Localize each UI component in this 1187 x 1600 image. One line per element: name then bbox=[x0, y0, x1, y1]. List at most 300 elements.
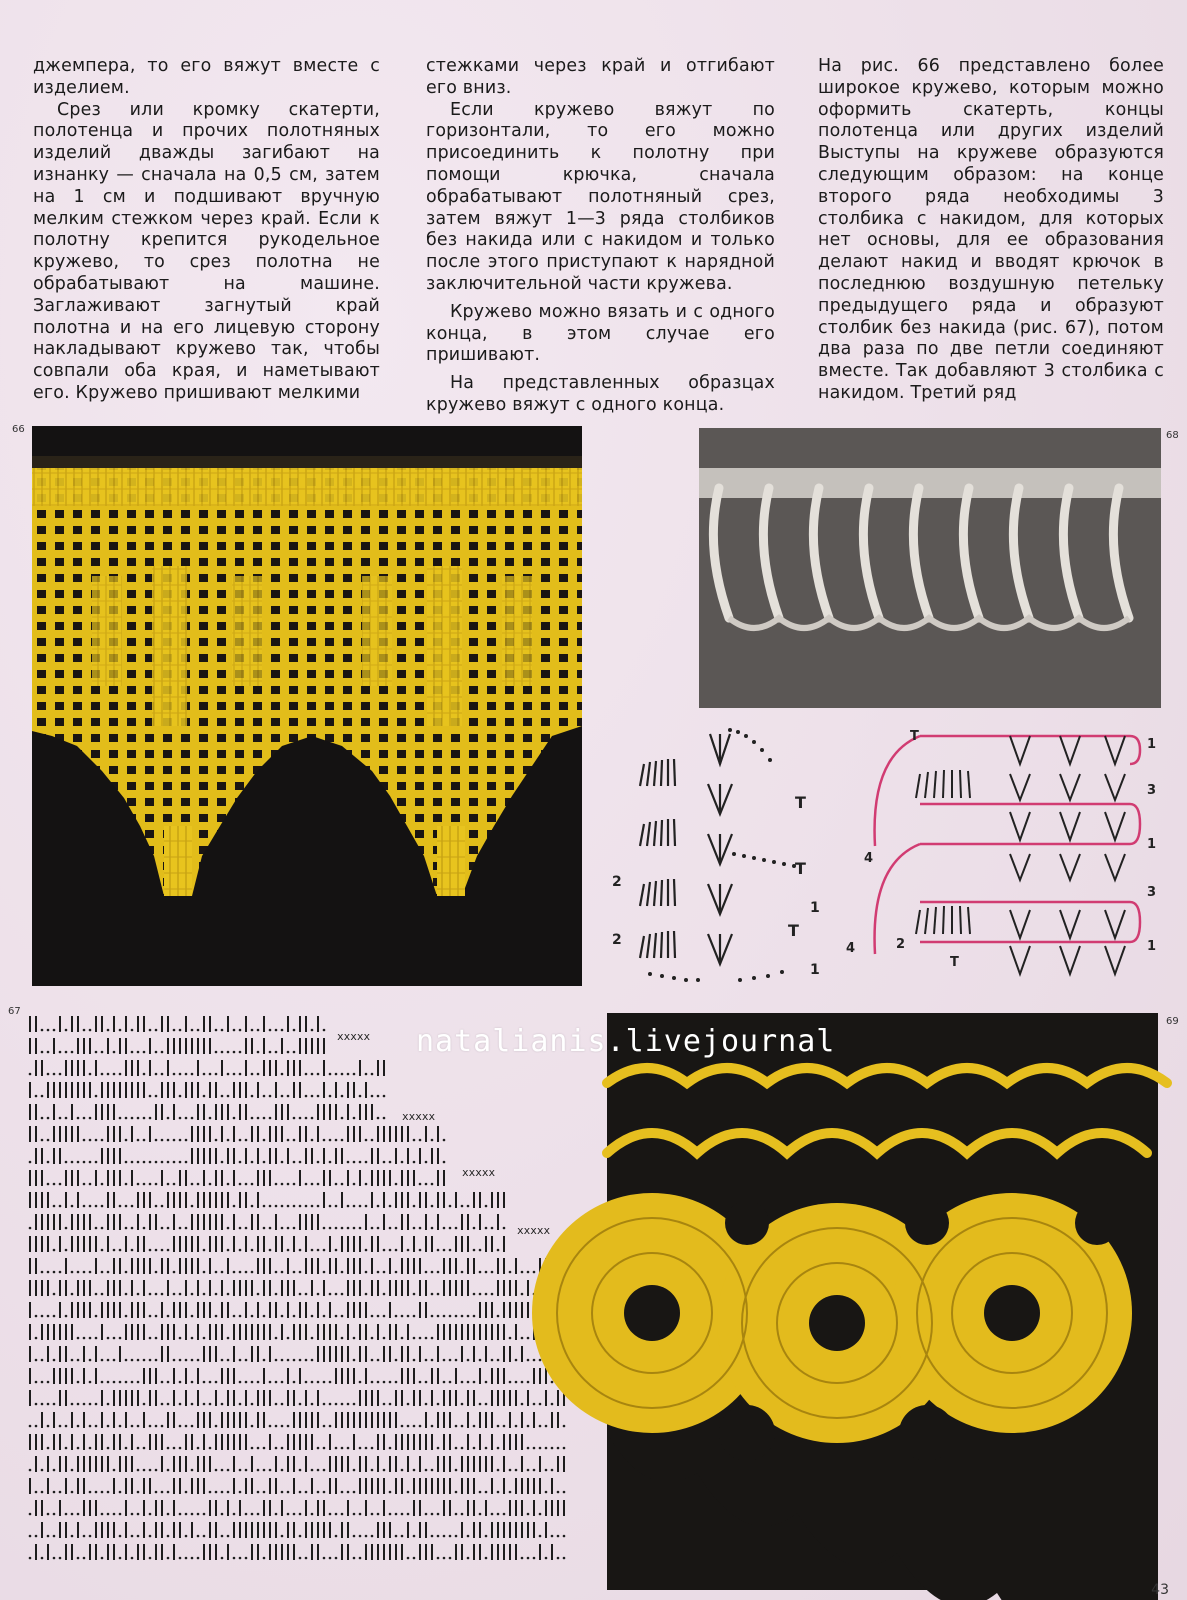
chart-chain bbox=[65, 1051, 68, 1054]
paragraph: На рис. 66 представлено более широкое кружево, которым можно оформить скатерть, концы полотенца или других изделий Выступы на кружеве образуются следующим образом: на конце второго ряда необходимы 3 столбика с накидом, для которых нет основы, для ее образования делают накид и вводят крючок в последнюю воздушную петельку предыдущего ряда и образуют столбик без накида (рис. 67), потом два раза по две петли соединяют вместе. Так добавляют 3 столбика с накидом. Третий ряд bbox=[818, 56, 1164, 403]
chart-chain bbox=[59, 1205, 62, 1208]
chart-chain bbox=[437, 1403, 440, 1406]
chart-chain bbox=[35, 1095, 38, 1098]
chart-chain bbox=[371, 1315, 374, 1318]
chart-chain bbox=[53, 1469, 56, 1472]
chart-chain bbox=[251, 1161, 254, 1164]
chart-chain bbox=[329, 1161, 332, 1164]
chart-chain bbox=[191, 1205, 194, 1208]
chart-chain bbox=[371, 1381, 374, 1384]
chart-chain bbox=[347, 1073, 350, 1076]
chart-chain bbox=[329, 1139, 332, 1142]
paragraph: джемпера, то его вяжут вместе с изделием. bbox=[33, 56, 380, 98]
chart-chain bbox=[107, 1491, 110, 1494]
chart-chain bbox=[485, 1557, 488, 1560]
chart-chain bbox=[29, 1469, 32, 1472]
chart-chain bbox=[431, 1535, 434, 1538]
chart-chain bbox=[215, 1491, 218, 1494]
chart-chain bbox=[347, 1403, 350, 1406]
chart-chain bbox=[545, 1447, 548, 1450]
chart-chain bbox=[299, 1293, 302, 1296]
chart-chain bbox=[413, 1359, 416, 1362]
chart-chain bbox=[35, 1403, 38, 1406]
chart-mark: xxxxx bbox=[517, 1224, 551, 1237]
chart-chain bbox=[179, 1095, 182, 1098]
chart-chain bbox=[293, 1117, 296, 1120]
chart-chain bbox=[209, 1447, 212, 1450]
chart-chain bbox=[473, 1447, 476, 1450]
chart-chain bbox=[137, 1425, 140, 1428]
chart-chain bbox=[269, 1051, 272, 1054]
chart-chain bbox=[419, 1381, 422, 1384]
chart-chain bbox=[401, 1469, 404, 1472]
chart-chain bbox=[71, 1403, 74, 1406]
chart-chain bbox=[521, 1381, 524, 1384]
chart-chain bbox=[341, 1403, 344, 1406]
chart-chain bbox=[335, 1557, 338, 1560]
chart-chain bbox=[191, 1557, 194, 1560]
chart-chain bbox=[161, 1403, 164, 1406]
chart-chain bbox=[107, 1425, 110, 1428]
chart-chain bbox=[425, 1337, 428, 1340]
chart-chain bbox=[281, 1359, 284, 1362]
chart-chain bbox=[509, 1381, 512, 1384]
chart-chain bbox=[389, 1227, 392, 1230]
chart-chain bbox=[71, 1359, 74, 1362]
chart-chain bbox=[239, 1403, 242, 1406]
chart-chain bbox=[521, 1557, 524, 1560]
chart-chain bbox=[341, 1139, 344, 1142]
chart-chain bbox=[191, 1337, 194, 1340]
chart-chain bbox=[137, 1535, 140, 1538]
chart-chain bbox=[263, 1469, 266, 1472]
chart-chain bbox=[119, 1381, 122, 1384]
chart-chain bbox=[83, 1183, 86, 1186]
chart-chain bbox=[281, 1161, 284, 1164]
chart-chain bbox=[353, 1227, 356, 1230]
chart-chain bbox=[383, 1337, 386, 1340]
chart-chain bbox=[329, 1095, 332, 1098]
chart-chain bbox=[551, 1381, 554, 1384]
chart-chain bbox=[317, 1205, 320, 1208]
chart-chain bbox=[89, 1271, 92, 1274]
chart-chain bbox=[155, 1249, 158, 1252]
chart-chain bbox=[53, 1513, 56, 1516]
chart-chain bbox=[305, 1557, 308, 1560]
chart-chain bbox=[347, 1161, 350, 1164]
chart-chain bbox=[365, 1293, 368, 1296]
chart-chain bbox=[251, 1073, 254, 1076]
chart-chain bbox=[425, 1183, 428, 1186]
chart-chain bbox=[41, 1315, 44, 1318]
chart-chain bbox=[461, 1425, 464, 1428]
chart-chain bbox=[107, 1403, 110, 1406]
chart-chain bbox=[383, 1249, 386, 1252]
chart-chain bbox=[323, 1447, 326, 1450]
chart-chain bbox=[257, 1469, 260, 1472]
chart-chain bbox=[113, 1359, 116, 1362]
chart-chain bbox=[47, 1425, 50, 1428]
chart-chain bbox=[467, 1205, 470, 1208]
chart-chain bbox=[137, 1359, 140, 1362]
chart-chain bbox=[521, 1403, 524, 1406]
chart-chain bbox=[179, 1359, 182, 1362]
chart-chain bbox=[449, 1359, 452, 1362]
crochet-diagram-right bbox=[846, 724, 1167, 996]
chart-chain bbox=[53, 1183, 56, 1186]
diagram-left-svg bbox=[612, 724, 830, 996]
chart-chain bbox=[413, 1315, 416, 1318]
chart-chain bbox=[65, 1447, 68, 1450]
chart-chain bbox=[59, 1073, 62, 1076]
chart-chain bbox=[413, 1227, 416, 1230]
text-column-1 bbox=[33, 56, 380, 405]
chart-chain bbox=[383, 1117, 386, 1120]
chart-chain bbox=[347, 1227, 350, 1230]
chart-chain bbox=[53, 1029, 56, 1032]
chart-chain bbox=[95, 1095, 98, 1098]
chart-chain bbox=[245, 1513, 248, 1516]
chart-chain bbox=[275, 1293, 278, 1296]
chart-chain bbox=[257, 1513, 260, 1516]
chart-chain bbox=[413, 1161, 416, 1164]
chart-chain bbox=[179, 1513, 182, 1516]
chart-chain bbox=[35, 1535, 38, 1538]
chart-chain bbox=[131, 1029, 134, 1032]
chart-chain bbox=[197, 1029, 200, 1032]
chart-chain bbox=[401, 1513, 404, 1516]
chart-chain bbox=[347, 1205, 350, 1208]
chart-chain bbox=[143, 1359, 146, 1362]
chart-chain bbox=[497, 1359, 500, 1362]
crochet-diagram-left bbox=[612, 724, 830, 996]
chart-chain bbox=[179, 1403, 182, 1406]
chart-chain bbox=[293, 1315, 296, 1318]
chart-chain bbox=[119, 1117, 122, 1120]
chart-chain bbox=[71, 1051, 74, 1054]
chart-chain bbox=[533, 1403, 536, 1406]
chart-chain bbox=[41, 1095, 44, 1098]
chart-chain bbox=[101, 1491, 104, 1494]
chart-chain bbox=[161, 1073, 164, 1076]
chart-chain bbox=[497, 1513, 500, 1516]
chart-chain bbox=[335, 1535, 338, 1538]
chart-chain bbox=[539, 1513, 542, 1516]
chart-chain bbox=[449, 1381, 452, 1384]
chart-chain bbox=[89, 1139, 92, 1142]
chart-chain bbox=[143, 1117, 146, 1120]
chart-chain bbox=[215, 1271, 218, 1274]
chart-chain bbox=[353, 1073, 356, 1076]
chart-chain bbox=[89, 1073, 92, 1076]
chart-chain bbox=[77, 1161, 80, 1164]
chart-chain bbox=[143, 1469, 146, 1472]
chart-chain bbox=[389, 1403, 392, 1406]
chart-chain bbox=[425, 1403, 428, 1406]
chart-chain bbox=[197, 1535, 200, 1538]
chart-chain bbox=[329, 1205, 332, 1208]
chart-chain bbox=[359, 1227, 362, 1230]
chart-chain bbox=[515, 1381, 518, 1384]
chart-chain bbox=[131, 1117, 134, 1120]
chart-chain bbox=[101, 1051, 104, 1054]
chart-chain bbox=[203, 1535, 206, 1538]
chart-chain bbox=[209, 1381, 212, 1384]
chart-chain bbox=[239, 1051, 242, 1054]
chart-chain bbox=[485, 1205, 488, 1208]
chart-chain bbox=[281, 1095, 284, 1098]
chart-chain bbox=[383, 1161, 386, 1164]
chart-chain bbox=[89, 1337, 92, 1340]
chart-chain bbox=[185, 1535, 188, 1538]
chart-chain bbox=[305, 1359, 308, 1362]
chart-chain bbox=[233, 1205, 236, 1208]
chart-chain bbox=[107, 1271, 110, 1274]
chart-chain bbox=[551, 1403, 554, 1406]
chart-chain bbox=[125, 1293, 128, 1296]
chart-chain bbox=[185, 1073, 188, 1076]
chart-chain bbox=[317, 1293, 320, 1296]
chart-chain bbox=[215, 1051, 218, 1054]
chart-chain bbox=[359, 1095, 362, 1098]
chart-chain bbox=[35, 1337, 38, 1340]
chart-chain bbox=[101, 1271, 104, 1274]
chart-chain bbox=[41, 1381, 44, 1384]
chart-chain bbox=[143, 1447, 146, 1450]
chart-chain bbox=[407, 1491, 410, 1494]
chart-chain bbox=[365, 1205, 368, 1208]
chart-chain bbox=[137, 1161, 140, 1164]
chart-chain bbox=[131, 1161, 134, 1164]
chart-chain bbox=[281, 1491, 284, 1494]
chart-chain bbox=[239, 1359, 242, 1362]
chart-chain bbox=[41, 1029, 44, 1032]
chart-chain bbox=[269, 1117, 272, 1120]
chart-chain bbox=[149, 1557, 152, 1560]
paragraph: На представленных образцах кружево вяжут с одного конца. bbox=[426, 373, 775, 415]
chart-chain bbox=[431, 1425, 434, 1428]
chart-chain bbox=[287, 1425, 290, 1428]
chart-chain bbox=[131, 1051, 134, 1054]
chart-chain bbox=[281, 1029, 284, 1032]
chart-chain bbox=[89, 1425, 92, 1428]
chart-chain bbox=[473, 1293, 476, 1296]
chart-chain bbox=[113, 1381, 116, 1384]
chart-chain bbox=[167, 1557, 170, 1560]
chart-chain bbox=[53, 1073, 56, 1076]
chart-chain bbox=[257, 1447, 260, 1450]
chart-chain bbox=[269, 1469, 272, 1472]
chart-chain bbox=[167, 1513, 170, 1516]
chart-chain bbox=[389, 1513, 392, 1516]
chart-chain bbox=[137, 1139, 140, 1142]
chart-chain bbox=[113, 1073, 116, 1076]
chart-chain bbox=[491, 1271, 494, 1274]
chart-chain bbox=[77, 1403, 80, 1406]
chart-chain bbox=[53, 1403, 56, 1406]
chart-chain bbox=[407, 1425, 410, 1428]
stitch-mark: T bbox=[910, 729, 919, 744]
chart-chain bbox=[167, 1381, 170, 1384]
chart-chain bbox=[83, 1161, 86, 1164]
chart-chain bbox=[113, 1249, 116, 1252]
chart-chain bbox=[227, 1183, 230, 1186]
chart-chain bbox=[395, 1535, 398, 1538]
chart-chain bbox=[437, 1513, 440, 1516]
chart-chain bbox=[305, 1117, 308, 1120]
chart-chain bbox=[173, 1271, 176, 1274]
chart-chain bbox=[365, 1183, 368, 1186]
chart-chain bbox=[527, 1425, 530, 1428]
chart-chain bbox=[521, 1293, 524, 1296]
chart-chain bbox=[239, 1183, 242, 1186]
chart-chain bbox=[47, 1271, 50, 1274]
chart-chain bbox=[251, 1271, 254, 1274]
chart-chain bbox=[443, 1227, 446, 1230]
chart-chain bbox=[167, 1469, 170, 1472]
chart-chain bbox=[173, 1183, 176, 1186]
chart-chain bbox=[227, 1491, 230, 1494]
chart-chain bbox=[239, 1161, 242, 1164]
chart-chain bbox=[149, 1469, 152, 1472]
chart-chain bbox=[125, 1381, 128, 1384]
chart-chain bbox=[119, 1205, 122, 1208]
chart-chain bbox=[125, 1117, 128, 1120]
chart-chain bbox=[557, 1535, 560, 1538]
chart-chain bbox=[209, 1491, 212, 1494]
chart-chain bbox=[353, 1161, 356, 1164]
chart-chain bbox=[95, 1315, 98, 1318]
chart-chain bbox=[431, 1139, 434, 1142]
chart-chain bbox=[179, 1381, 182, 1384]
chart-chain bbox=[335, 1227, 338, 1230]
chart-chain bbox=[449, 1227, 452, 1230]
chart-chain bbox=[467, 1535, 470, 1538]
chart-chain bbox=[257, 1117, 260, 1120]
chart-chain bbox=[221, 1051, 224, 1054]
chart-chain bbox=[83, 1139, 86, 1142]
chart-chain bbox=[329, 1073, 332, 1076]
chart-chain bbox=[377, 1205, 380, 1208]
chart-chain bbox=[65, 1425, 68, 1428]
chart-chain bbox=[233, 1051, 236, 1054]
chart-chain bbox=[95, 1051, 98, 1054]
chart-chain bbox=[263, 1557, 266, 1560]
chart-chain bbox=[293, 1139, 296, 1142]
chart-chain bbox=[473, 1227, 476, 1230]
chart-chain bbox=[365, 1073, 368, 1076]
chart-chain bbox=[185, 1139, 188, 1142]
text-column-2 bbox=[426, 56, 775, 417]
chart-chain bbox=[239, 1491, 242, 1494]
chart-chain bbox=[155, 1051, 158, 1054]
chart-chain bbox=[479, 1293, 482, 1296]
chart-chain bbox=[137, 1117, 140, 1120]
chart-chain bbox=[293, 1161, 296, 1164]
chart-chain bbox=[389, 1249, 392, 1252]
stitch-mark: T bbox=[950, 955, 959, 970]
chart-chain bbox=[395, 1381, 398, 1384]
chart-chain bbox=[251, 1403, 254, 1406]
chart-chain bbox=[137, 1183, 140, 1186]
chart-chain bbox=[311, 1095, 314, 1098]
chart-chain bbox=[161, 1051, 164, 1054]
chart-chain bbox=[143, 1139, 146, 1142]
chart-chain bbox=[377, 1513, 380, 1516]
chart-chain bbox=[455, 1315, 458, 1318]
chart-chain bbox=[479, 1491, 482, 1494]
chart-chain bbox=[353, 1205, 356, 1208]
white-lace-image bbox=[699, 428, 1161, 708]
chart-chain bbox=[359, 1513, 362, 1516]
chart-chain bbox=[329, 1403, 332, 1406]
chart-chain bbox=[89, 1381, 92, 1384]
chart-chain bbox=[251, 1205, 254, 1208]
chart-chain bbox=[425, 1513, 428, 1516]
chart-chain bbox=[263, 1095, 266, 1098]
chart-chain bbox=[287, 1359, 290, 1362]
chart-chain bbox=[227, 1227, 230, 1230]
chart-chain bbox=[527, 1381, 530, 1384]
chart-chain bbox=[125, 1161, 128, 1164]
chart-chain bbox=[281, 1315, 284, 1318]
chart-chain bbox=[281, 1227, 284, 1230]
chart-chain bbox=[245, 1271, 248, 1274]
chart-chain bbox=[107, 1337, 110, 1340]
paragraph: стежками через край и отгибают его вниз. bbox=[426, 56, 775, 98]
chart-chain bbox=[281, 1271, 284, 1274]
chart-chain bbox=[149, 1117, 152, 1120]
chart-chain bbox=[89, 1535, 92, 1538]
chart-chain bbox=[341, 1117, 344, 1120]
chart-chain bbox=[227, 1293, 230, 1296]
chart-chain bbox=[335, 1447, 338, 1450]
chart-chain bbox=[323, 1227, 326, 1230]
chart-chain bbox=[335, 1139, 338, 1142]
chart-chain bbox=[179, 1029, 182, 1032]
chart-chain bbox=[533, 1447, 536, 1450]
chart-chain bbox=[431, 1293, 434, 1296]
chart-chain bbox=[515, 1425, 518, 1428]
chart-chain bbox=[251, 1425, 254, 1428]
chart-chain bbox=[53, 1359, 56, 1362]
figure-number-68: 68 bbox=[1166, 430, 1179, 441]
chart-chain bbox=[545, 1491, 548, 1494]
chart-chain bbox=[59, 1425, 62, 1428]
chart-chain bbox=[155, 1095, 158, 1098]
chart-chain bbox=[383, 1293, 386, 1296]
chart-chain bbox=[389, 1491, 392, 1494]
chart-chain bbox=[293, 1029, 296, 1032]
chart-chain bbox=[167, 1447, 170, 1450]
chart-chain bbox=[77, 1557, 80, 1560]
chart-chain bbox=[359, 1557, 362, 1560]
chart-chain bbox=[215, 1139, 218, 1142]
chart-chain bbox=[491, 1293, 494, 1296]
chart-chain bbox=[305, 1293, 308, 1296]
chart-chain bbox=[413, 1293, 416, 1296]
chart-chain bbox=[83, 1205, 86, 1208]
chart-chain bbox=[47, 1447, 50, 1450]
chart-chain bbox=[293, 1359, 296, 1362]
chart-chain bbox=[119, 1337, 122, 1340]
chart-chain bbox=[227, 1051, 230, 1054]
chart-chain bbox=[527, 1513, 530, 1516]
chart-chain bbox=[167, 1491, 170, 1494]
chart-chain bbox=[263, 1139, 266, 1142]
chart-chain bbox=[173, 1029, 176, 1032]
chart-chain bbox=[101, 1249, 104, 1252]
